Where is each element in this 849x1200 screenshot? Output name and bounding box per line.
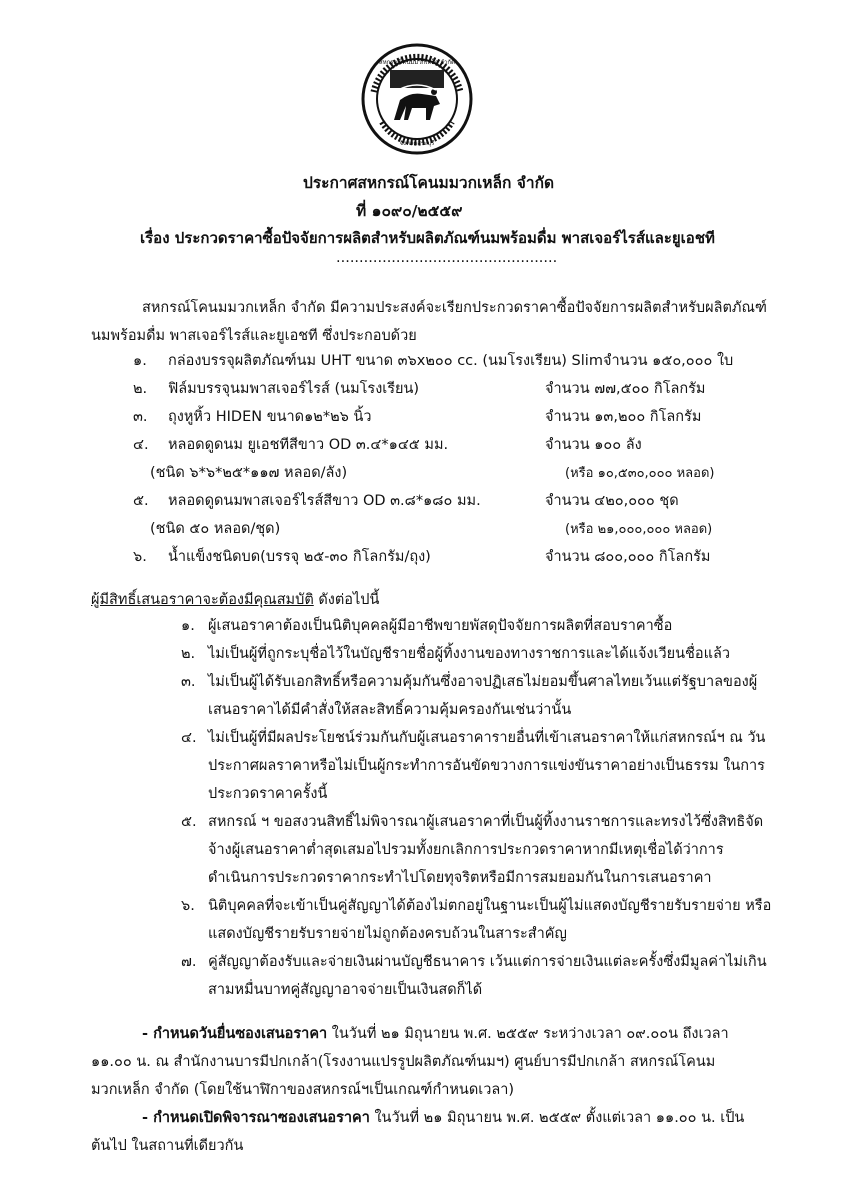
item-number: ๓. — [133, 409, 148, 425]
item-description: หลอดดูดนมพาสเจอร์ไรส์สีขาว OD ๓.๘*๑๘๐ มม. — [168, 493, 481, 509]
qualification-number: ๗. — [181, 954, 197, 970]
qualification-text: ประกาศผลราคาหรือไม่เป็นผู้กระทำการอันขัดขวางการแข่งขันราคาอย่างเป็นธรรม ในการ — [208, 758, 765, 774]
announcement-number: ที่ ๑๐๙๐/๒๕๕๙ — [356, 202, 463, 220]
qualification-text: นิติบุคคลที่จะเข้าเป็นคู่สัญญาได้ต้องไม่ตกอยู่ในฐานะเป็นผู้ไม่แสดงบัญชีรายรับรายจ่าย หรือ — [208, 898, 772, 914]
submission-schedule — [142, 1022, 729, 1045]
item-quantity: จำนวน ๘๐๐,๐๐๐ กิโลกรัม — [545, 549, 711, 565]
item-description: หลอดดูดนม ยูเอชทีสีขาว OD ๓.๔*๑๔๕ มม. — [168, 437, 449, 453]
qualification-text: ไม่เป็นผู้ที่มีผลประโยชน์ร่วมกันกับผู้เสนอราคารายอื่นที่เข้าเสนอราคาให้แก่สหกรณ์ฯ ณ วัน — [208, 730, 766, 746]
qualification-text: จ้างผู้เสนอราคาต่ำสุดเสมอไปรวมทั้งยกเลิกการประกวดราคาหากมีเหตุเชื่อได้ว่าการ — [208, 842, 724, 858]
title-separator: ................................................ — [336, 250, 558, 266]
item-number: ๑. — [133, 353, 147, 369]
item-description: น้ำแข็งชนิดบด(บรรจุ ๒๕-๓๐ กิโลกรัม/ถุง) — [168, 549, 431, 565]
item-number: ๔. — [133, 437, 149, 453]
opening-schedule-label: - กำหนดเปิดพิจารณาซองเสนอราคา — [142, 1110, 370, 1126]
item-quantity: จำนวน ๔๒๐,๐๐๐ ชุด — [545, 493, 679, 509]
item-number: ๕. — [133, 493, 149, 509]
qualification-number: ๖. — [181, 898, 195, 914]
qualification-text: เสนอราคาได้มีคำสั่งให้สละสิทธิ์ความคุ้มครองกันเช่นว่านั้น — [208, 702, 572, 718]
qualification-text: คู่สัญญาต้องรับและจ่ายเงินผ่านบัญชีธนาคาร เว้นแต่การจ่ายเงินแต่ละครั้งซึ่งมีมูลค่าไม่เกิน — [208, 954, 767, 970]
submission-schedule-line-3: มวกเหล็ก จำกัด (โดยใช้นาฬิกาของสหกรณ์ฯเป็นเกณฑ์กำหนดเวลา) — [91, 1082, 515, 1098]
submission-schedule-text: ในวันที่ ๒๑ มิถุนายน พ.ศ. ๒๕๕๙ ระหว่างเวลา ๐๙.๐๐น ถึงเวลา — [327, 1026, 729, 1042]
qualifications-heading-label: ผู้มีสิทธิ์เสนอราคาจะต้องมีคุณสมบัติ — [91, 592, 314, 608]
intro-line-2: นมพร้อมดื่ม พาสเจอร์ไรส์และยูเอชที ซึ่งประกอบด้วย — [91, 328, 417, 344]
item-quantity: จำนวน ๑๐๐ ลัง — [545, 437, 642, 453]
item-description: ฟิล์มบรรจุนมพาสเจอร์ไรส์ (นมโรงเรียน) — [168, 381, 420, 397]
item-subnote: (ชนิด ๕๐ หลอด/ชุด) — [150, 521, 281, 537]
qualification-text: ประกวดราคาครั้งนี้ — [208, 786, 328, 802]
intro-line-1: สหกรณ์โคนมมวกเหล็ก จำกัด มีความประสงค์จะเรียกประกวดราคาซื้อปัจจัยการผลิตสำหรับผลิตภัณฑ์ — [142, 300, 767, 316]
qualification-number: ๔. — [181, 730, 197, 746]
announcement-title: ประกาศสหกรณ์โคนมมวกเหล็ก จำกัด — [303, 174, 555, 192]
qualification-text: ผู้เสนอราคาต้องเป็นนิติบุคคลผู้มีอาชีพขายพัสดุปัจจัยการผลิตที่สอบราคาซื้อ — [208, 618, 673, 634]
submission-schedule-label: - กำหนดวันยื่นซองเสนอราคา — [142, 1026, 328, 1042]
qualification-number: ๕. — [181, 814, 197, 830]
item-number: ๖. — [133, 549, 147, 565]
qualifications-heading — [91, 588, 379, 611]
item-subquantity: (หรือ ๒๑,๐๐๐,๐๐๐ หลอด) — [565, 522, 713, 537]
qualification-text: ดำเนินการประกวดราคากระทำไปโดยทุจริตหรือมีการสมยอมกันในการเสนอราคา — [208, 870, 712, 886]
qualification-text: สหกรณ์ ฯ ขอสงวนสิทธิ์ไม่พิจารณาผู้เสนอราคาที่เป็นผู้ทิ้งงานราชการและทรงไว้ซึ่งสิทธิจัด — [208, 814, 764, 830]
qualification-number: ๑. — [181, 618, 195, 634]
qualification-text: ไม่เป็นผู้ที่ถูกระบุชื่อไว้ในบัญชีรายชื่อผู้ทิ้งงานของทางราชการและได้แจ้งเวียนชื่อแล้ว — [208, 646, 730, 662]
item-description: ถุงหูหิ้ว HIDEN ขนาด๑๒*๒๖ นิ้ว — [168, 409, 372, 425]
qualification-number: ๓. — [181, 674, 196, 690]
qualification-text: แสดงบัญชีรายรับรายจ่ายไม่ถูกต้องครบถ้วนในสาระสำคัญ — [208, 926, 567, 942]
cooperative-seal-icon — [360, 42, 474, 156]
qualification-text: ไม่เป็นผู้ได้รับเอกสิทธิ์หรือความคุ้มกันซึ่งอาจปฏิเสธไม่ยอมขึ้นศาลไทยเว้นแต่รัฐบาลของผู้ — [208, 674, 758, 690]
qualification-text: สามหมื่นบาทคู่สัญญาอาจจ่ายเป็นเงินสดก็ได้ — [208, 982, 483, 998]
opening-schedule-text: ในวันที่ ๒๑ มิถุนายน พ.ศ. ๒๕๕๙ ตั้งแต่เวลา ๑๑.๐๐ น. เป็น — [369, 1110, 745, 1126]
item-quantity: จำนวน ๑๓,๒๐๐ กิโลกรัม — [545, 409, 702, 425]
qualifications-heading-suffix: ดังต่อไปนี้ — [313, 592, 380, 608]
svg-text:จังหวัดสระบุรี: จังหวัดสระบุรี — [399, 140, 435, 147]
item-quantity: จำนวน ๗๗,๕๐๐ กิโลกรัม — [545, 381, 706, 397]
qualification-number: ๒. — [181, 646, 196, 662]
submission-schedule-line-2: ๑๑.๐๐ น. ณ สำนักงานบารมีปกเกล้า(โรงงานแปรรูปผลิตภัณฑ์นมฯ) ศูนย์บารมีปกเกล้า สหกรณ์โคนม — [91, 1054, 716, 1070]
item-number: ๒. — [133, 381, 148, 397]
announcement-subject: เรื่อง ประกวดราคาซื้อปัจจัยการผลิตสำหรับผลิตภัณฑ์นมพร้อมดื่ม พาสเจอร์ไรส์และยูเอชที — [140, 229, 715, 247]
opening-schedule — [142, 1106, 744, 1129]
opening-schedule-line-2: ต้นไป ในสถานที่เดียวกัน — [91, 1138, 244, 1154]
item-subquantity: (หรือ ๑๐,๕๓๐,๐๐๐ หลอด) — [565, 466, 715, 481]
item-subnote: (ชนิด ๖*๖*๒๕*๑๑๗ หลอด/ลัง) — [150, 465, 348, 481]
svg-text:สหกรณ์โคนมมวกเหล็ก จำกัด: สหกรณ์โคนมมวกเหล็ก จำกัด — [379, 59, 455, 66]
item-description: กล่องบรรจุผลิตภัณฑ์นม UHT ขนาด ๓๖x๒๐๐ cc. (นมโรงเรียน) Slimจำนวน ๑๕๐,๐๐๐ ใบ — [168, 353, 734, 369]
